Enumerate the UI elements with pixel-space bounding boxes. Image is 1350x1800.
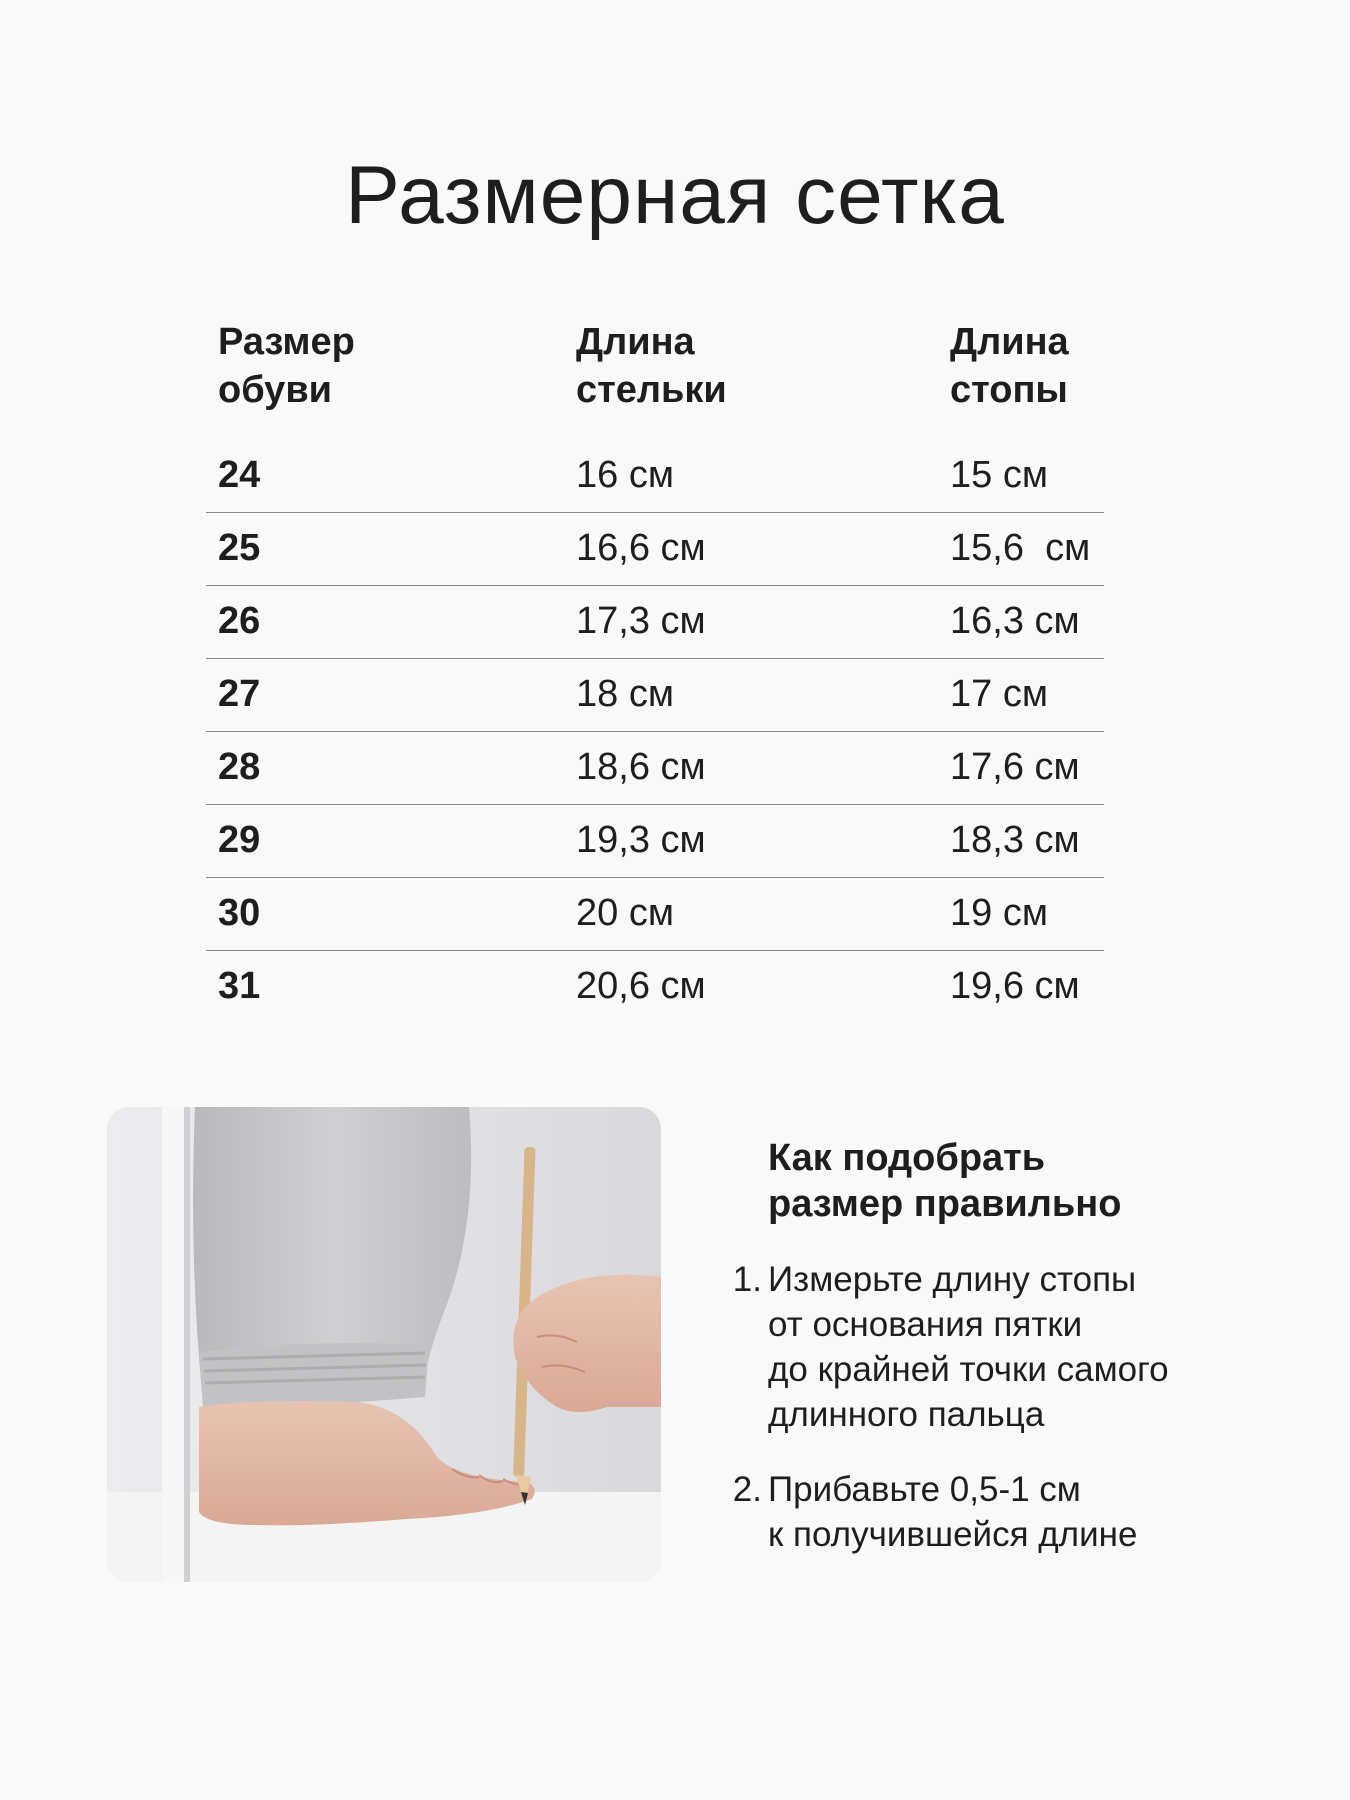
cell-insole-length: 19,3 см: [576, 819, 706, 861]
header-foot-length: Длина стопы: [950, 321, 1069, 411]
cell-foot-length: 18,3 см: [950, 819, 1080, 861]
how-to-choose-size: [720, 1135, 1320, 1587]
table-row: [206, 732, 1104, 805]
table-body: [206, 440, 1104, 1024]
cell-shoe-size: 29: [218, 819, 261, 861]
size-table: [206, 318, 1104, 1007]
step-item: [720, 1467, 1320, 1557]
step-item: [720, 1257, 1320, 1437]
table-row: [206, 805, 1104, 878]
cell-insole-length: 20 см: [576, 892, 674, 934]
cell-shoe-size: 28: [218, 746, 261, 788]
foot-measuring-photo: [107, 1107, 661, 1582]
foot-measuring-illustration: [107, 1107, 661, 1582]
cell-insole-length: 16,6 см: [576, 527, 706, 569]
step-text-line: длинного пальца: [768, 1395, 1045, 1434]
cell-shoe-size: 31: [218, 965, 261, 1007]
cell-shoe-size: 30: [218, 892, 261, 934]
how-to-title: [768, 1135, 1320, 1227]
cell-foot-length: 16,3 см: [950, 600, 1080, 642]
how-to-title-line: Как подобрать: [768, 1137, 1046, 1179]
cell-foot-length: 17 см: [950, 673, 1048, 715]
table-row: [206, 878, 1104, 951]
step-number: 1.: [732, 1260, 762, 1299]
cell-insole-length: 18 см: [576, 673, 674, 715]
cell-insole-length: 17,3 см: [576, 600, 706, 642]
step-number: 2.: [732, 1470, 762, 1509]
cell-shoe-size: 27: [218, 673, 261, 715]
cell-shoe-size: 26: [218, 600, 261, 642]
page-title: Размерная сетка: [345, 150, 1005, 241]
table-row: [206, 659, 1104, 732]
table-row: [206, 513, 1104, 586]
cell-shoe-size: 25: [218, 527, 261, 569]
step-text-line: к получившейся длине: [768, 1515, 1138, 1554]
header-insole-length: Длина стельки: [576, 321, 727, 411]
cell-insole-length: 18,6 см: [576, 746, 706, 788]
cell-foot-length: 17,6 см: [950, 746, 1080, 788]
table-row: [206, 440, 1104, 513]
cell-foot-length: 15 см: [950, 454, 1048, 496]
cell-foot-length: 15,6 см: [950, 527, 1091, 569]
table-row: [206, 586, 1104, 659]
step-text-line: до крайней точки самого: [768, 1350, 1169, 1389]
header-shoe-size: Размер обуви: [218, 321, 355, 411]
step-text-line: Прибавьте 0,5-1 см: [768, 1470, 1081, 1509]
cell-insole-length: 16 см: [576, 454, 674, 496]
table-header: [206, 318, 1104, 440]
cell-shoe-size: 24: [218, 454, 261, 496]
step-text-line: Измерьте длину стопы: [768, 1260, 1137, 1299]
cell-insole-length: 20,6 см: [576, 965, 706, 1007]
step-text-line: от основания пятки: [768, 1305, 1083, 1344]
cell-foot-length: 19,6 см: [950, 965, 1080, 1007]
steps-list: [720, 1257, 1320, 1557]
table-row: [206, 951, 1104, 1024]
how-to-title-line: размер правильно: [768, 1183, 1122, 1225]
cell-foot-length: 19 см: [950, 892, 1048, 934]
